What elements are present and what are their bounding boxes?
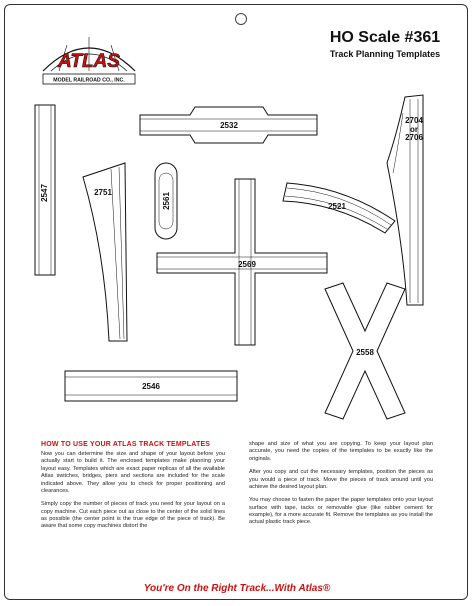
label-2704: 2704 <box>405 116 423 125</box>
svg-text:MODEL RAILROAD CO., INC.: MODEL RAILROAD CO., INC. <box>53 77 125 84</box>
label-2547: 2547 <box>40 184 49 202</box>
instructions-paragraph: After you copy and cut the necessary templates, position the pieces as you would a piece of track. Move the pieces of track around until you achieve the desired layout plan. <box>249 469 433 490</box>
instructions-paragraph: Now you can determine the size and shape of your layout before you actually start to build it. The enclosed templates make planning your layout easy. Templates which are exact paper replicas of all the available Atlas switches, bridges, piers and sections are included for the scale indicated above. They allow you to check for proper positioning and clearances. <box>41 451 225 494</box>
instructions-paragraph: You may choose to fasten the paper the paper templates onto your layout surface with tape, tacks or removable glue (like rubber cement for example), for a more accurate fit. Remove the templates as you install the actual plastic track piece. <box>249 497 433 526</box>
instructions-column-1 <box>41 451 225 537</box>
footer-slogan: You're On the Right Track...With Atlas® <box>143 583 331 594</box>
instructions-heading: HOW TO USE YOUR ATLAS TRACK TEMPLATES <box>41 441 211 448</box>
page-subtitle: Track Planning Templates <box>329 49 441 59</box>
svg-text:ATLAS: ATLAS <box>58 51 120 72</box>
label-2704-or: or <box>410 125 418 134</box>
label-2558: 2558 <box>356 348 374 357</box>
instructions-paragraph: shape and size of what you are copying. To keep your layout plan accurate, you need the copies of the templates to be exactly like the originals. <box>249 441 433 462</box>
instructions-column-2 <box>249 441 433 533</box>
label-2751: 2751 <box>94 188 112 197</box>
punch-hole <box>235 13 247 25</box>
label-2546: 2546 <box>142 382 160 391</box>
page-title: HO Scale #361 <box>329 29 441 46</box>
label-2532: 2532 <box>220 121 238 130</box>
instructions-paragraph: Simply copy the number of pieces of track you need for your layout on a copy machine. Cut each piece out as close to the center of the solid lines as possible (the center point is the true edge of the piece of track). Be aware that some copy machines distort the <box>41 501 225 530</box>
label-2706: 2706 <box>405 133 423 142</box>
track-templates <box>25 93 465 433</box>
label-2521: 2521 <box>328 202 346 211</box>
label-2569: 2569 <box>238 260 256 269</box>
atlas-logo <box>37 31 141 89</box>
template-sheet <box>4 4 468 600</box>
label-2561: 2561 <box>162 192 171 210</box>
